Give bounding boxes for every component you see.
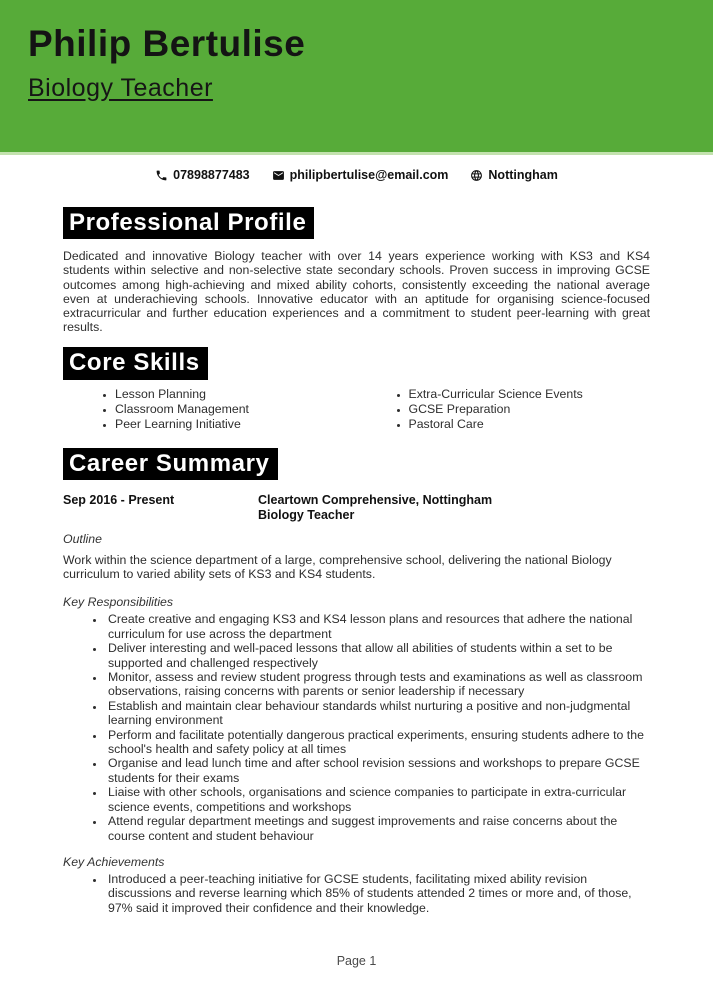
achievement-item: • Introduced a peer-teaching initiative for GCSE students, facilitating mixed ability revision discussions and reverse learning which 85% of students attended 2 times or more and, of those, 97% said it improved their confidence and their knowledge. [105, 872, 650, 915]
heading-career-summary: Career Summary [63, 448, 278, 480]
heading-professional-profile: Professional Profile [63, 207, 314, 239]
contact-phone-value: 07898877483 [173, 168, 250, 182]
responsibility-item: • Monitor, assess and review student progress through tests and examinations as well as classroom observations, raising concerns with parents or senior leadership if necessary [105, 670, 650, 699]
skill-item: • Extra-Curricular Science Events [409, 387, 651, 402]
header-banner [0, 0, 713, 155]
page-number: Page 1 [336, 954, 377, 968]
heading-core-skills: Core Skills [63, 347, 208, 379]
responsibilities-list [63, 612, 650, 843]
job-employer-block [258, 493, 492, 523]
section-professional-profile [63, 182, 650, 334]
responsibilities-label: Key Responsibilities [63, 595, 174, 610]
globe-icon [470, 169, 483, 182]
person-name: Philip Bertulise [28, 23, 306, 64]
section-career-summary [63, 433, 650, 915]
envelope-icon [272, 169, 285, 182]
responsibility-item: • Perform and facilitate potentially dangerous practical experiments, ensuring students adhere to the school's health and safety policy at all times [105, 728, 650, 757]
contact-email [272, 168, 449, 182]
section-core-skills [63, 334, 650, 432]
skills-list-right [357, 387, 651, 433]
responsibility-item: • Deliver interesting and well-paced lessons that allow all abilities of students within a set to be supported and challenged respectively [105, 641, 650, 670]
skill-item: • Peer Learning Initiative [115, 417, 357, 432]
achievements-list [63, 872, 650, 915]
contact-location-value: Nottingham [488, 168, 558, 182]
responsibility-item: • Establish and maintain clear behaviour standards whilst nurturing a positive and non-judgmental learning environment [105, 699, 650, 728]
skill-item: • GCSE Preparation [409, 402, 651, 417]
responsibility-item: • Create creative and engaging KS3 and KS4 lesson plans and resources that adhere the national curriculum for use across the department [105, 612, 650, 641]
contact-bar [0, 168, 713, 182]
job-employer: Cleartown Comprehensive, Nottingham [258, 493, 493, 507]
job-role: Biology Teacher [258, 508, 355, 522]
outline-paragraph: Work within the science department of a large, comprehensive school, delivering the national Biology curriculum to varied ability sets of KS3 and KS4 students. [63, 553, 612, 582]
responsibility-item: • Liaise with other schools, organisations and science companies to participate in extra-curricular science events, competitions and workshops [105, 785, 650, 814]
person-job-title: Biology Teacher [28, 73, 213, 102]
job-dates: Sep 2016 - Present [63, 493, 175, 507]
cv-body [0, 182, 713, 915]
skills-list-left [63, 387, 357, 433]
skill-item: • Pastoral Care [409, 417, 651, 432]
skill-item: • Classroom Management [115, 402, 357, 417]
phone-icon [155, 169, 168, 182]
profile-paragraph: Dedicated and innovative Biology teacher with over 14 years experience working with KS3 and KS4 students within selective and non-selective state secondary schools. Proven success in improving GCSE outcomes among high-achieving and mixed ability cohorts, consistently exceeding the national average even at underachieving schools. Innovative educator with an aptitude for organising science-focused extracurricular and further education experiences and a commitment to student peer-learning with great results. [63, 249, 650, 335]
skill-item: • Lesson Planning [115, 387, 357, 402]
outline-label: Outline [63, 532, 102, 546]
page-footer [0, 954, 713, 968]
contact-phone [155, 168, 249, 182]
skills-columns [63, 387, 650, 433]
contact-email-value: philipbertulise@email.com [289, 168, 449, 182]
achievements-label: Key Achievements [63, 854, 165, 869]
responsibility-item: • Organise and lead lunch time and after school revision sessions and workshops to prepare GCSE students for their exams [105, 756, 650, 785]
responsibility-item: • Attend regular department meetings and suggest improvements and raise concerns about the course content and student behaviour [105, 814, 650, 843]
contact-location [470, 168, 557, 182]
job-header [63, 493, 650, 523]
